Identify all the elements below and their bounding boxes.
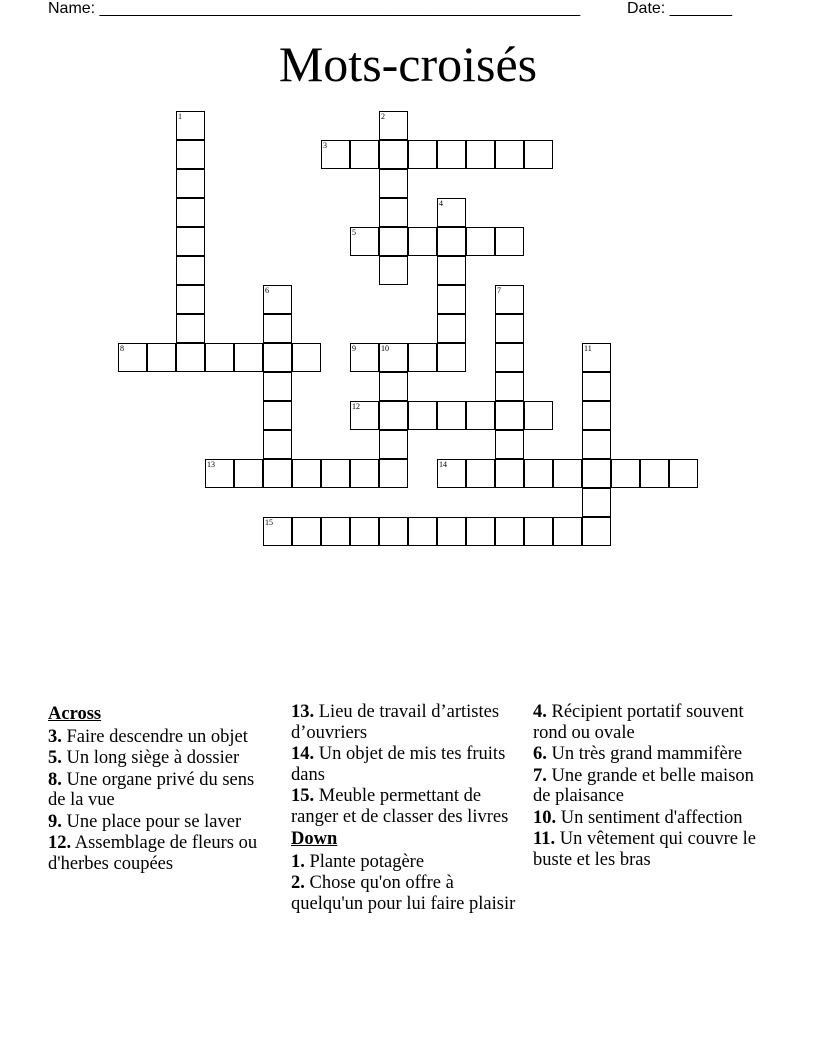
clue-across-3: 3. Faire descendre un objet bbox=[48, 726, 248, 747]
grid-cell[interactable] bbox=[350, 517, 379, 546]
clue-across-5: 5. Un long siège à dossier bbox=[48, 748, 240, 768]
grid-cell[interactable] bbox=[524, 517, 553, 546]
grid-cell[interactable] bbox=[495, 517, 524, 546]
cell-number: 11 bbox=[584, 344, 592, 353]
down-heading: Down bbox=[291, 829, 338, 849]
grid-cell[interactable] bbox=[176, 256, 205, 285]
grid-cell[interactable] bbox=[495, 227, 524, 256]
grid-cell[interactable] bbox=[495, 430, 524, 459]
cell-number: 10 bbox=[381, 344, 389, 353]
grid-cell[interactable] bbox=[437, 140, 466, 169]
grid-cell[interactable] bbox=[408, 517, 437, 546]
cell-number: 1 bbox=[178, 112, 182, 121]
name-label: Name: bbox=[48, 0, 96, 17]
grid-cell[interactable] bbox=[495, 372, 524, 401]
cell-number: 6 bbox=[265, 286, 269, 295]
grid-cell[interactable] bbox=[379, 343, 408, 372]
clue-across-8: 8. Une organe privé du sens de la vue bbox=[48, 769, 255, 810]
clue-down-10: 10. Un sentiment d'affection bbox=[533, 807, 743, 828]
cell-number: 2 bbox=[381, 112, 385, 121]
clue-down-1: 1. Plante potagère bbox=[291, 851, 425, 872]
grid-cell[interactable] bbox=[350, 227, 379, 256]
grid-cell[interactable] bbox=[379, 169, 408, 198]
grid-cell[interactable] bbox=[582, 517, 611, 546]
grid-cell[interactable] bbox=[524, 401, 553, 430]
grid-cell[interactable] bbox=[350, 140, 379, 169]
cell-number: 8 bbox=[120, 344, 124, 353]
cell-number: 4 bbox=[439, 199, 443, 208]
grid-cell[interactable] bbox=[669, 459, 698, 488]
grid-cell[interactable] bbox=[437, 227, 466, 256]
clue-across-14: 14. Un objet de mis tes fruits dans bbox=[291, 744, 506, 785]
grid-cell[interactable] bbox=[176, 314, 205, 343]
grid-cell[interactable] bbox=[321, 140, 350, 169]
grid-cell[interactable] bbox=[495, 401, 524, 430]
grid-cell[interactable] bbox=[321, 517, 350, 546]
grid-cell[interactable] bbox=[379, 198, 408, 227]
clues-column-3 bbox=[533, 702, 768, 871]
grid-cell[interactable] bbox=[350, 401, 379, 430]
cell-number: 5 bbox=[352, 228, 356, 237]
grid-cell[interactable] bbox=[147, 343, 176, 372]
grid-cell[interactable] bbox=[292, 517, 321, 546]
clues-column-2 bbox=[291, 702, 523, 915]
grid-cell[interactable] bbox=[205, 343, 234, 372]
grid-cell[interactable] bbox=[437, 517, 466, 546]
grid-cell[interactable] bbox=[408, 140, 437, 169]
grid-cell[interactable] bbox=[524, 140, 553, 169]
grid-cell[interactable] bbox=[176, 227, 205, 256]
grid-cell[interactable] bbox=[466, 517, 495, 546]
grid-cell[interactable] bbox=[292, 459, 321, 488]
grid-cell[interactable] bbox=[582, 459, 611, 488]
grid-cell[interactable] bbox=[466, 459, 495, 488]
grid-cell[interactable] bbox=[263, 430, 292, 459]
grid-cell[interactable] bbox=[379, 401, 408, 430]
grid-cell[interactable] bbox=[582, 430, 611, 459]
grid-cell[interactable] bbox=[350, 459, 379, 488]
grid-cell[interactable] bbox=[640, 459, 669, 488]
grid-cell[interactable] bbox=[205, 459, 234, 488]
grid-cell[interactable] bbox=[379, 111, 408, 140]
grid-cell[interactable] bbox=[176, 140, 205, 169]
grid-cell[interactable] bbox=[495, 459, 524, 488]
grid-cell[interactable] bbox=[437, 459, 466, 488]
across-heading: Across bbox=[48, 704, 102, 724]
name-line: ______________________________________________________ bbox=[99, 0, 581, 17]
grid-cell[interactable] bbox=[437, 256, 466, 285]
grid-cell[interactable] bbox=[408, 401, 437, 430]
grid-cell[interactable] bbox=[582, 372, 611, 401]
clue-across-15: 15. Meuble permettant de ranger et de classer des livres bbox=[291, 786, 509, 827]
date-line: _______ bbox=[669, 0, 732, 17]
grid-cell[interactable] bbox=[234, 343, 263, 372]
grid-cell[interactable] bbox=[553, 517, 582, 546]
grid-cell[interactable] bbox=[176, 285, 205, 314]
cell-number: 14 bbox=[439, 460, 447, 469]
grid-cell[interactable] bbox=[263, 401, 292, 430]
grid-cell[interactable] bbox=[263, 517, 292, 546]
grid-cell[interactable] bbox=[524, 459, 553, 488]
clue-across-12: 12. Assemblage de fleurs ou d'herbes coupées bbox=[48, 833, 258, 874]
grid-cell[interactable] bbox=[495, 285, 524, 314]
grid-cell[interactable] bbox=[379, 430, 408, 459]
clue-across-13: 13. Lieu de travail d’artistes d’ouvriers bbox=[291, 702, 500, 743]
clue-down-6: 6. Un très grand mammifère bbox=[533, 744, 743, 764]
clue-down-7: 7. Une grande et belle maison de plaisance bbox=[533, 765, 754, 806]
cell-number: 13 bbox=[207, 460, 215, 469]
grid-cell[interactable] bbox=[495, 140, 524, 169]
grid-cell[interactable] bbox=[321, 459, 350, 488]
grid-cell[interactable] bbox=[118, 343, 147, 372]
cell-number: 15 bbox=[265, 518, 273, 527]
grid-cell[interactable] bbox=[263, 314, 292, 343]
clue-down-4: 4. Récipient portatif souvent rond ou ovale bbox=[533, 702, 744, 743]
cell-number: 3 bbox=[323, 141, 327, 150]
grid-cell[interactable] bbox=[379, 256, 408, 285]
grid-cell[interactable] bbox=[379, 517, 408, 546]
grid-cell[interactable] bbox=[263, 459, 292, 488]
grid-cell[interactable] bbox=[379, 227, 408, 256]
grid-cell[interactable] bbox=[437, 285, 466, 314]
grid-cell[interactable] bbox=[582, 401, 611, 430]
grid-cell[interactable] bbox=[437, 198, 466, 227]
grid-cell[interactable] bbox=[350, 343, 379, 372]
clue-down-11: 11. Un vêtement qui couvre le buste et les bras bbox=[533, 829, 756, 870]
clue-down-2: 2. Chose qu'on offre à quelqu'un pour lui faire plaisir bbox=[291, 873, 516, 914]
grid-cell[interactable] bbox=[292, 343, 321, 372]
grid-cell[interactable] bbox=[379, 459, 408, 488]
grid-cell[interactable] bbox=[437, 314, 466, 343]
grid-cell[interactable] bbox=[176, 343, 205, 372]
grid-cell[interactable] bbox=[176, 169, 205, 198]
grid-cell[interactable] bbox=[176, 198, 205, 227]
grid-cell[interactable] bbox=[466, 401, 495, 430]
grid-cell[interactable] bbox=[437, 401, 466, 430]
grid-cell[interactable] bbox=[379, 140, 408, 169]
grid-cell[interactable] bbox=[466, 227, 495, 256]
cell-number: 7 bbox=[497, 286, 501, 295]
grid-cell[interactable] bbox=[466, 140, 495, 169]
page-title: Mots-croisés bbox=[278, 36, 538, 92]
grid-cell[interactable] bbox=[263, 372, 292, 401]
grid-cell[interactable] bbox=[263, 285, 292, 314]
grid-cell[interactable] bbox=[553, 459, 582, 488]
grid-cell[interactable] bbox=[408, 227, 437, 256]
clues-column-1 bbox=[48, 702, 273, 875]
clue-across-9: 9. Une place pour se laver bbox=[48, 811, 242, 832]
grid-cell[interactable] bbox=[408, 343, 437, 372]
grid-cell[interactable] bbox=[234, 459, 263, 488]
grid-cell[interactable] bbox=[495, 343, 524, 372]
grid-cell[interactable] bbox=[176, 111, 205, 140]
date-label: Date: bbox=[627, 0, 666, 17]
grid-cell[interactable] bbox=[495, 314, 524, 343]
cell-number: 12 bbox=[352, 402, 360, 411]
grid-cell[interactable] bbox=[582, 488, 611, 517]
grid-cell[interactable] bbox=[611, 459, 640, 488]
grid-cell[interactable] bbox=[437, 343, 466, 372]
grid-cell[interactable] bbox=[582, 343, 611, 372]
cell-number: 9 bbox=[352, 344, 356, 353]
grid-cell[interactable] bbox=[379, 372, 408, 401]
grid-cell[interactable] bbox=[263, 343, 292, 372]
